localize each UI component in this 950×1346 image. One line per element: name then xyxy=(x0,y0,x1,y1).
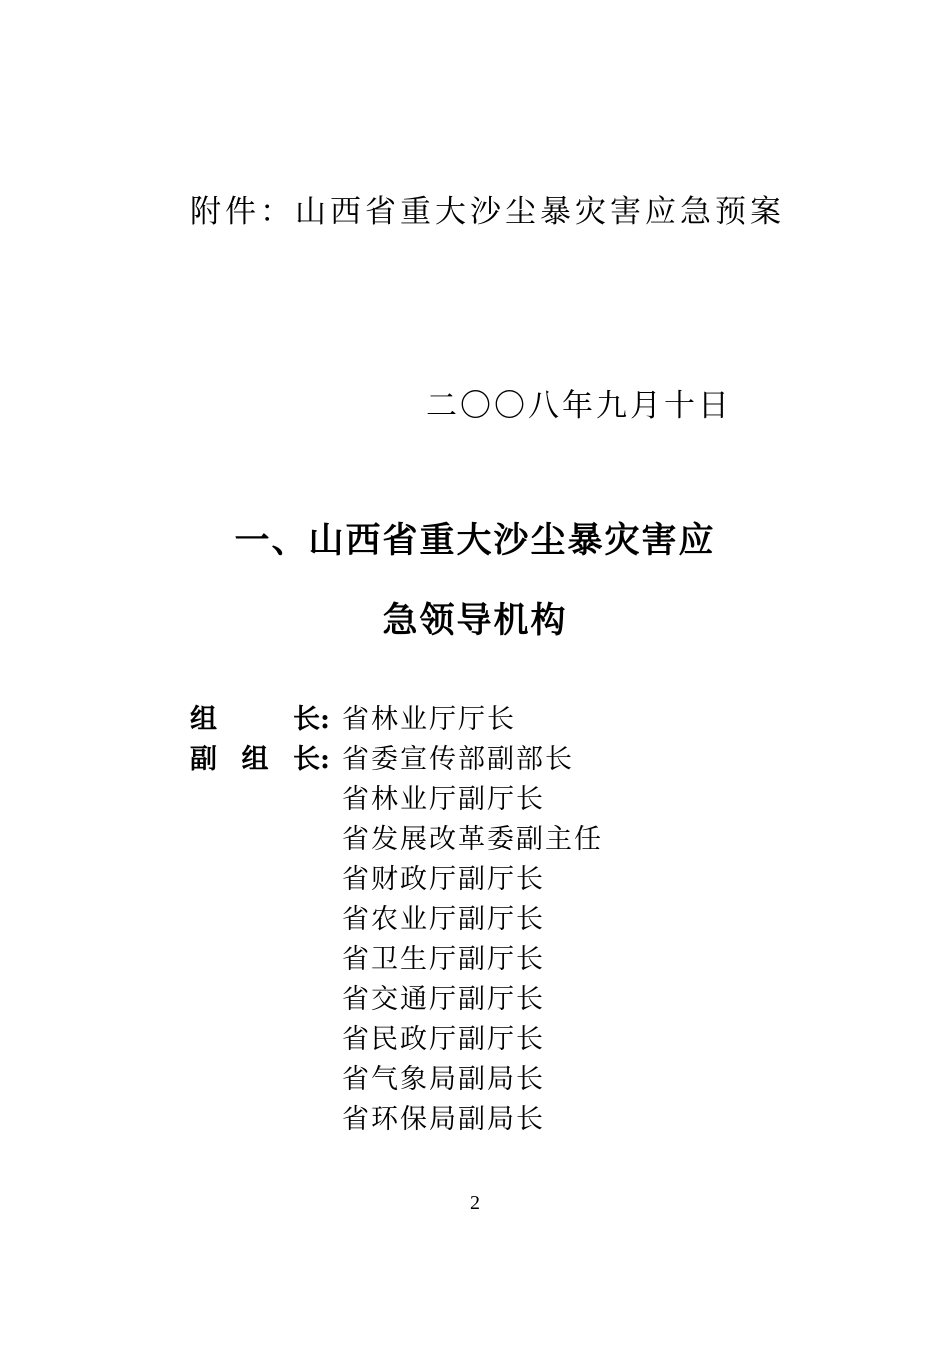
leader-colon: : xyxy=(320,704,330,735)
deputy-position: 省财政厅副厅长 xyxy=(342,864,545,895)
deputy-position: 省气象局副局长 xyxy=(342,1064,545,1095)
deputy-position: 省发展改革委副主任 xyxy=(342,824,603,855)
deputy-label-char: 组 xyxy=(241,744,269,775)
section-heading-line-2: 急领导机构 xyxy=(382,600,568,641)
section-heading-line-1: 一、山西省重大沙尘暴灾害应 xyxy=(234,520,716,561)
deputy-position: 省交通厅副厅长 xyxy=(342,984,545,1015)
deputy-position: 省民政厅副厅长 xyxy=(342,1024,545,1055)
leader-label-char: 组 xyxy=(190,704,217,735)
deputy-position: 省林业厅副厅长 xyxy=(342,784,545,815)
leader-row xyxy=(190,700,603,740)
leader-position: 省林业厅厅长 xyxy=(342,704,516,735)
document-date: 二〇〇八年九月十日 xyxy=(426,388,732,424)
leadership-roster xyxy=(190,700,603,1140)
leader-label xyxy=(190,700,320,740)
deputy-position: 省农业厅副厅长 xyxy=(342,904,545,935)
deputy-row xyxy=(190,1060,603,1100)
deputy-position: 省委宣传部副部长 xyxy=(342,744,574,775)
deputy-row xyxy=(190,900,603,940)
deputy-label-char: 长 xyxy=(293,744,320,775)
deputy-row xyxy=(190,740,603,780)
deputy-label-char: 副 xyxy=(190,744,217,775)
deputy-row xyxy=(190,980,603,1020)
deputy-row xyxy=(190,780,603,820)
deputy-row xyxy=(190,1020,603,1060)
deputy-row xyxy=(190,1100,603,1140)
deputy-position: 省环保局副局长 xyxy=(342,1104,545,1135)
attachment-title: 附件：山西省重大沙尘暴灾害应急预案 xyxy=(190,194,785,230)
deputy-label xyxy=(190,740,320,780)
deputy-row xyxy=(190,860,603,900)
leader-label-char: 长 xyxy=(293,704,320,735)
deputy-row xyxy=(190,820,603,860)
page-number: 2 xyxy=(470,1192,480,1214)
deputy-colon: : xyxy=(320,744,330,775)
deputy-row xyxy=(190,940,603,980)
deputy-position: 省卫生厅副厅长 xyxy=(342,944,545,975)
